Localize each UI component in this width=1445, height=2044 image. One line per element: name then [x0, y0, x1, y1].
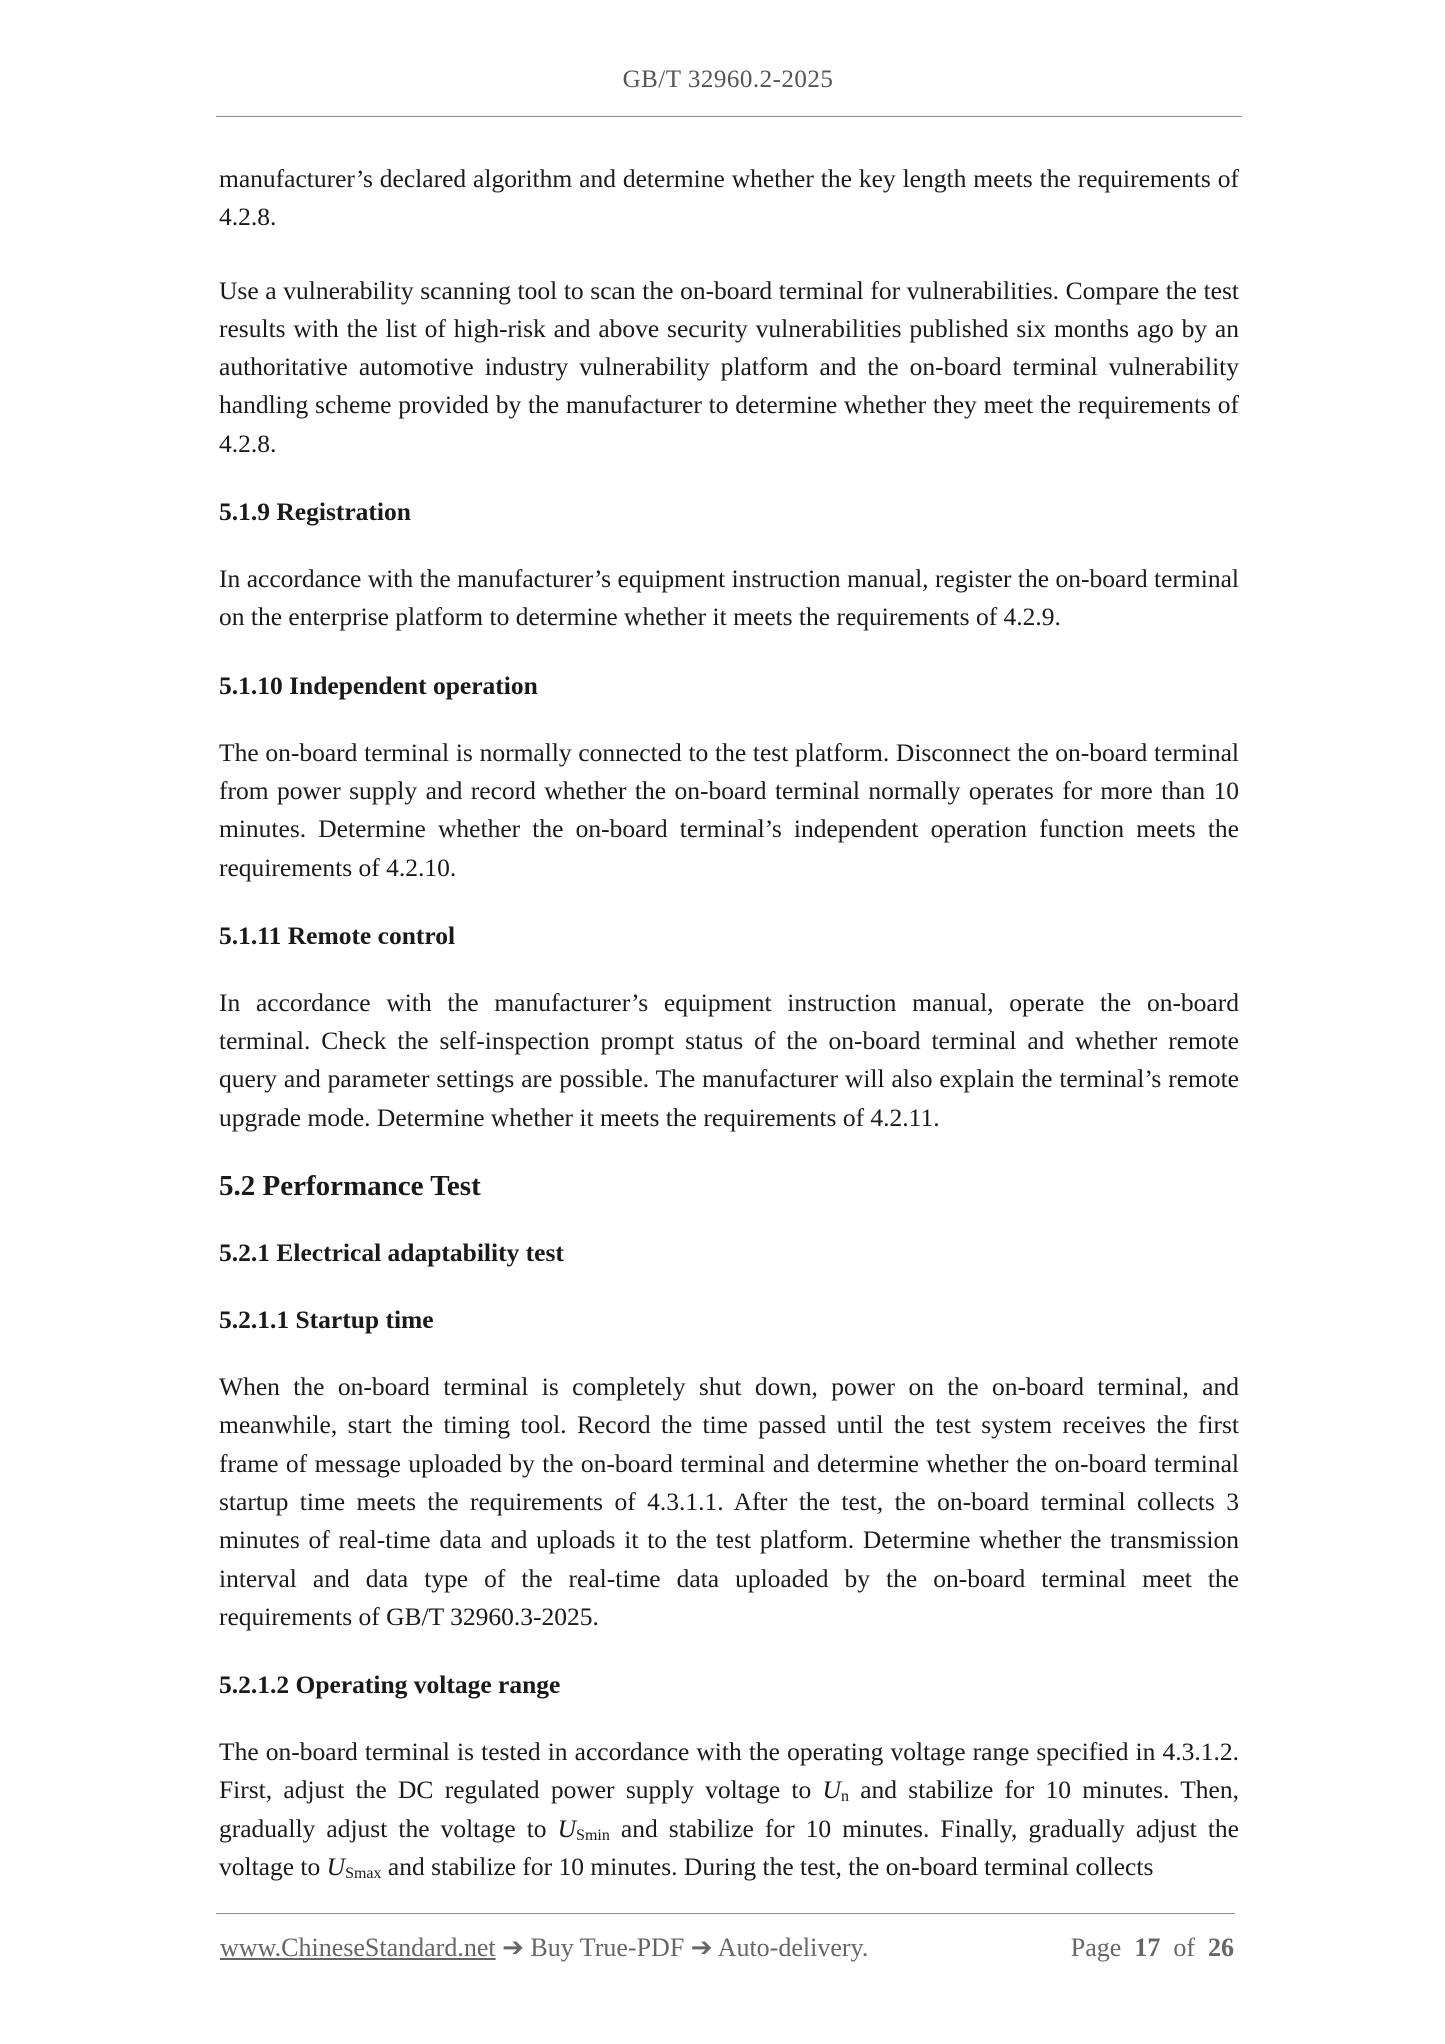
- section-heading: 5.2.1.1 Startup time: [219, 1305, 434, 1335]
- page-of-label: of: [1173, 1933, 1195, 1962]
- section-heading: 5.1.10 Independent operation: [219, 670, 538, 700]
- voltage-subscript: Smin: [576, 1826, 610, 1844]
- website-link[interactable]: www.ChineseStandard.net: [220, 1933, 496, 1962]
- voltage-symbol: U: [326, 1852, 346, 1882]
- arrow-right-icon: ➔: [502, 1933, 524, 1962]
- footer-delivery-text: Auto-delivery.: [717, 1933, 869, 1962]
- page-total: 26: [1208, 1933, 1234, 1962]
- page-number: [1071, 1933, 1234, 1963]
- voltage-symbol: U: [822, 1775, 841, 1805]
- paragraph: The on-board terminal is normally connected to the test platform. Disconnect the on-board terminal from power supply and record whether the on-board terminal normally operates for more than 10 minutes. Determine whether the on-board terminal’s independent operation function meets the requirements of 4.2.10.: [219, 737, 1239, 882]
- voltage-subscript: Smax: [345, 1865, 382, 1883]
- page-body: [219, 160, 1239, 1916]
- section-heading: 5.2.1 Electrical adaptability test: [219, 1238, 564, 1268]
- voltage-symbol: U: [557, 1813, 577, 1843]
- paragraph: manufacturer’s declared algorithm and determine whether the key length meets the requirements of 4.2.8.: [219, 164, 1239, 232]
- text-run: The on-board terminal is tested in accordance with the operating voltage range specified in 4.3.1.2. First, adjust the DC regulated power supply voltage to: [219, 1737, 1239, 1805]
- paragraph: Use a vulnerability scanning tool to scan the on-board terminal for vulnerabilities. Compare the test results with the list of high-risk and above security vulnerabilities published six months ago by an authoritative automotive industry vulnerability platform and the on-board terminal vulnerability handling scheme provided by the manufacturer to determine whether they meet the requirements of 4.2.8.: [219, 275, 1239, 458]
- footer-buy-text: Buy True-PDF: [530, 1933, 685, 1962]
- text-run: and stabilize for 10 minutes. Finally, gradually adjust the voltage to: [219, 1813, 1239, 1882]
- running-header: GB/T 32960.2-2025: [622, 66, 834, 93]
- arrow-right-icon: ➔: [690, 1933, 713, 1962]
- page-label: Page: [1070, 1933, 1122, 1962]
- page-current: 17: [1134, 1933, 1161, 1962]
- section-heading: 5.2.1.2 Operating voltage range: [219, 1670, 561, 1700]
- paragraph-voltage: [219, 1733, 1239, 1886]
- paragraph: In accordance with the manufacturer’s equipment instruction manual, operate the on-board terminal. Check the self-inspection prompt status of the on-board terminal and whether remote query and parameter settings are possible. The manufacturer will also explain the terminal’s remote upgrade mode. Determine whether it meets the requirements of 4.2.11.: [219, 987, 1239, 1132]
- paragraph: When the on-board terminal is completely shut down, power on the on-board terminal, and meanwhile, start the timing tool. Record the time passed until the test system receives the first frame of message uploaded by the on-board terminal and determine whether the on-board terminal startup time meets the requirements of 4.3.1.1. After the test, the on-board terminal collects 3 minutes of real-time data and uploads it to the test platform. Determine whether the transmission interval and data type of the real-time data uploaded by the on-board terminal meet the requirements of GB/T 32960.3-2025.: [219, 1372, 1239, 1631]
- page-footer: [220, 1933, 1234, 1973]
- voltage-subscript: n: [840, 1788, 849, 1806]
- text-run: and stabilize for 10 minutes. During the test, the on-board terminal collects: [381, 1852, 1154, 1882]
- section-heading: 5.2 Performance Test: [219, 1170, 481, 1203]
- paragraph: In accordance with the manufacturer’s equipment instruction manual, register the on-board terminal on the enterprise platform to determine whether it meets the requirements of 4.2.9.: [219, 564, 1239, 632]
- section-heading: 5.1.11 Remote control: [219, 920, 456, 950]
- footer-promo: [220, 1933, 868, 1963]
- header-divider: [216, 116, 1242, 117]
- text-run: and stabilize for 10 minutes. Then, gradually adjust the voltage to: [219, 1775, 1240, 1843]
- section-heading: 5.1.9 Registration: [219, 497, 411, 527]
- footer-divider: [216, 1913, 1235, 1914]
